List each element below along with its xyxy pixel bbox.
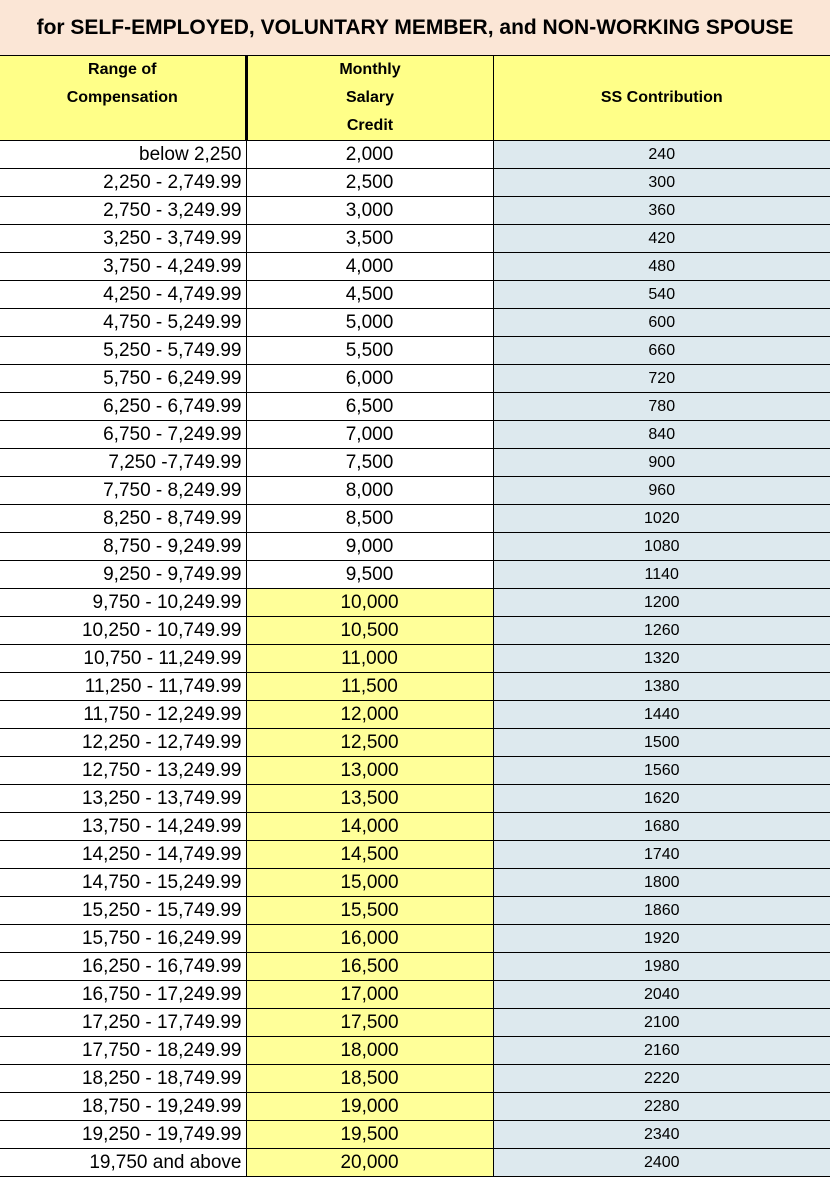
range-cell: 4,750 - 5,249.99 (0, 309, 246, 337)
contribution-cell: 1440 (493, 701, 830, 729)
contribution-cell: 1680 (493, 813, 830, 841)
table-row (0, 925, 830, 953)
contribution-cell: 900 (493, 449, 830, 477)
contribution-cell: 660 (493, 337, 830, 365)
salary-credit-cell: 9,000 (246, 533, 493, 561)
table-row (0, 673, 830, 701)
range-cell: 10,750 - 11,249.99 (0, 645, 246, 673)
salary-credit-cell: 10,500 (246, 617, 493, 645)
salary-credit-cell: 15,000 (246, 869, 493, 897)
salary-credit-cell: 5,500 (246, 337, 493, 365)
salary-credit-cell: 14,500 (246, 841, 493, 869)
salary-credit-cell: 12,500 (246, 729, 493, 757)
range-cell: 12,250 - 12,749.99 (0, 729, 246, 757)
contribution-cell: 960 (493, 477, 830, 505)
contribution-cell: 540 (493, 281, 830, 309)
table-row (0, 505, 830, 533)
contribution-cell: 2040 (493, 981, 830, 1009)
contribution-cell: 1260 (493, 617, 830, 645)
range-cell: 6,250 - 6,749.99 (0, 393, 246, 421)
table-row (0, 617, 830, 645)
table-row (0, 1065, 830, 1093)
header-credit-line: Monthly (339, 61, 401, 78)
range-cell: 2,250 - 2,749.99 (0, 169, 246, 197)
table-row (0, 757, 830, 785)
contribution-cell: 360 (493, 197, 830, 225)
contribution-cell: 1920 (493, 925, 830, 953)
contribution-cell: 1560 (493, 757, 830, 785)
salary-credit-cell: 5,000 (246, 309, 493, 337)
salary-credit-cell: 18,500 (246, 1065, 493, 1093)
contribution-table (0, 56, 830, 1177)
table-row (0, 477, 830, 505)
contribution-cell: 1800 (493, 869, 830, 897)
contribution-cell: 2400 (493, 1149, 830, 1177)
range-cell: 7,750 - 8,249.99 (0, 477, 246, 505)
range-cell: 11,750 - 12,249.99 (0, 701, 246, 729)
salary-credit-cell: 16,000 (246, 925, 493, 953)
table-row (0, 421, 830, 449)
contribution-cell: 1380 (493, 673, 830, 701)
range-cell: 12,750 - 13,249.99 (0, 757, 246, 785)
table-row (0, 897, 830, 925)
contribution-cell: 1860 (493, 897, 830, 925)
page-title: for SELF-EMPLOYED, VOLUNTARY MEMBER, and NON-WORKING SPOUSE (0, 0, 830, 56)
range-cell: 15,250 - 15,749.99 (0, 897, 246, 925)
salary-credit-cell: 15,500 (246, 897, 493, 925)
table-row (0, 197, 830, 225)
salary-credit-cell: 4,500 (246, 281, 493, 309)
table-row (0, 1149, 830, 1177)
contribution-cell: 2280 (493, 1093, 830, 1121)
salary-credit-cell: 14,000 (246, 813, 493, 841)
range-cell: 18,250 - 18,749.99 (0, 1065, 246, 1093)
header-contribution: SS Contribution (493, 56, 830, 141)
table-row (0, 337, 830, 365)
contribution-cell: 420 (493, 225, 830, 253)
salary-credit-cell: 11,000 (246, 645, 493, 673)
contribution-cell: 720 (493, 365, 830, 393)
range-cell: 18,750 - 19,249.99 (0, 1093, 246, 1121)
header-credit (246, 56, 493, 141)
table-row (0, 701, 830, 729)
contribution-cell: 780 (493, 393, 830, 421)
salary-credit-cell: 13,500 (246, 785, 493, 813)
header-range-line: Compensation (66, 89, 178, 106)
contribution-cell: 1500 (493, 729, 830, 757)
range-cell: 14,750 - 15,249.99 (0, 869, 246, 897)
contribution-cell: 1320 (493, 645, 830, 673)
table-row (0, 1121, 830, 1149)
table-row (0, 561, 830, 589)
salary-credit-cell: 18,000 (246, 1037, 493, 1065)
header-credit-line: Salary (345, 89, 395, 106)
table-row (0, 729, 830, 757)
range-cell: 19,750 and above (0, 1149, 246, 1177)
range-cell: 13,750 - 14,249.99 (0, 813, 246, 841)
range-cell: 8,250 - 8,749.99 (0, 505, 246, 533)
contribution-cell: 240 (493, 141, 830, 169)
salary-credit-cell: 4,000 (246, 253, 493, 281)
contribution-cell: 2340 (493, 1121, 830, 1149)
salary-credit-cell: 3,000 (246, 197, 493, 225)
salary-credit-cell: 17,500 (246, 1009, 493, 1037)
range-cell: 5,250 - 5,749.99 (0, 337, 246, 365)
table-row (0, 589, 830, 617)
range-cell: 2,750 - 3,249.99 (0, 197, 246, 225)
range-cell: 3,750 - 4,249.99 (0, 253, 246, 281)
table-row (0, 813, 830, 841)
salary-credit-cell: 10,000 (246, 589, 493, 617)
table-row (0, 281, 830, 309)
salary-credit-cell: 2,000 (246, 141, 493, 169)
salary-credit-cell: 7,000 (246, 421, 493, 449)
table-row (0, 645, 830, 673)
range-cell: 14,250 - 14,749.99 (0, 841, 246, 869)
table-row (0, 1037, 830, 1065)
table-row (0, 365, 830, 393)
range-cell: below 2,250 (0, 141, 246, 169)
salary-credit-cell: 6,500 (246, 393, 493, 421)
range-cell: 9,750 - 10,249.99 (0, 589, 246, 617)
range-cell: 8,750 - 9,249.99 (0, 533, 246, 561)
range-cell: 6,750 - 7,249.99 (0, 421, 246, 449)
contribution-cell: 1200 (493, 589, 830, 617)
range-cell: 9,250 - 9,749.99 (0, 561, 246, 589)
table-row (0, 1093, 830, 1121)
range-cell: 10,250 - 10,749.99 (0, 617, 246, 645)
salary-credit-cell: 20,000 (246, 1149, 493, 1177)
salary-credit-cell: 2,500 (246, 169, 493, 197)
table-row (0, 1009, 830, 1037)
table-row (0, 253, 830, 281)
range-cell: 19,250 - 19,749.99 (0, 1121, 246, 1149)
table-row (0, 169, 830, 197)
contribution-cell: 1620 (493, 785, 830, 813)
table-row (0, 309, 830, 337)
contribution-cell: 2160 (493, 1037, 830, 1065)
salary-credit-cell: 13,000 (246, 757, 493, 785)
table-row (0, 393, 830, 421)
contribution-cell: 1740 (493, 841, 830, 869)
header-range (0, 56, 246, 141)
table-body (0, 141, 830, 1177)
table-row (0, 869, 830, 897)
table-row (0, 841, 830, 869)
table-row (0, 225, 830, 253)
salary-credit-cell: 19,000 (246, 1093, 493, 1121)
contribution-cell: 600 (493, 309, 830, 337)
salary-credit-cell: 16,500 (246, 953, 493, 981)
range-cell: 16,250 - 16,749.99 (0, 953, 246, 981)
contribution-cell: 1140 (493, 561, 830, 589)
table-row (0, 449, 830, 477)
salary-credit-cell: 7,500 (246, 449, 493, 477)
salary-credit-cell: 19,500 (246, 1121, 493, 1149)
header-credit-line: Credit (346, 117, 394, 134)
range-cell: 5,750 - 6,249.99 (0, 365, 246, 393)
table-row (0, 141, 830, 169)
header-row (0, 56, 830, 141)
contribution-cell: 1020 (493, 505, 830, 533)
range-cell: 13,250 - 13,749.99 (0, 785, 246, 813)
header-range-line: Range of (88, 61, 157, 78)
salary-credit-cell: 12,000 (246, 701, 493, 729)
salary-credit-cell: 17,000 (246, 981, 493, 1009)
range-cell: 17,250 - 17,749.99 (0, 1009, 246, 1037)
range-cell: 3,250 - 3,749.99 (0, 225, 246, 253)
range-cell: 11,250 - 11,749.99 (0, 673, 246, 701)
salary-credit-cell: 11,500 (246, 673, 493, 701)
salary-credit-cell: 8,000 (246, 477, 493, 505)
contribution-cell: 2100 (493, 1009, 830, 1037)
contribution-cell: 840 (493, 421, 830, 449)
range-cell: 7,250 -7,749.99 (0, 449, 246, 477)
table-row (0, 785, 830, 813)
range-cell: 4,250 - 4,749.99 (0, 281, 246, 309)
contribution-cell: 1080 (493, 533, 830, 561)
contribution-cell: 1980 (493, 953, 830, 981)
table-row (0, 981, 830, 1009)
range-cell: 17,750 - 18,249.99 (0, 1037, 246, 1065)
salary-credit-cell: 6,000 (246, 365, 493, 393)
table-row (0, 953, 830, 981)
salary-credit-cell: 3,500 (246, 225, 493, 253)
range-cell: 15,750 - 16,249.99 (0, 925, 246, 953)
contribution-cell: 2220 (493, 1065, 830, 1093)
salary-credit-cell: 9,500 (246, 561, 493, 589)
range-cell: 16,750 - 17,249.99 (0, 981, 246, 1009)
salary-credit-cell: 8,500 (246, 505, 493, 533)
table-row (0, 533, 830, 561)
contribution-cell: 480 (493, 253, 830, 281)
contribution-cell: 300 (493, 169, 830, 197)
